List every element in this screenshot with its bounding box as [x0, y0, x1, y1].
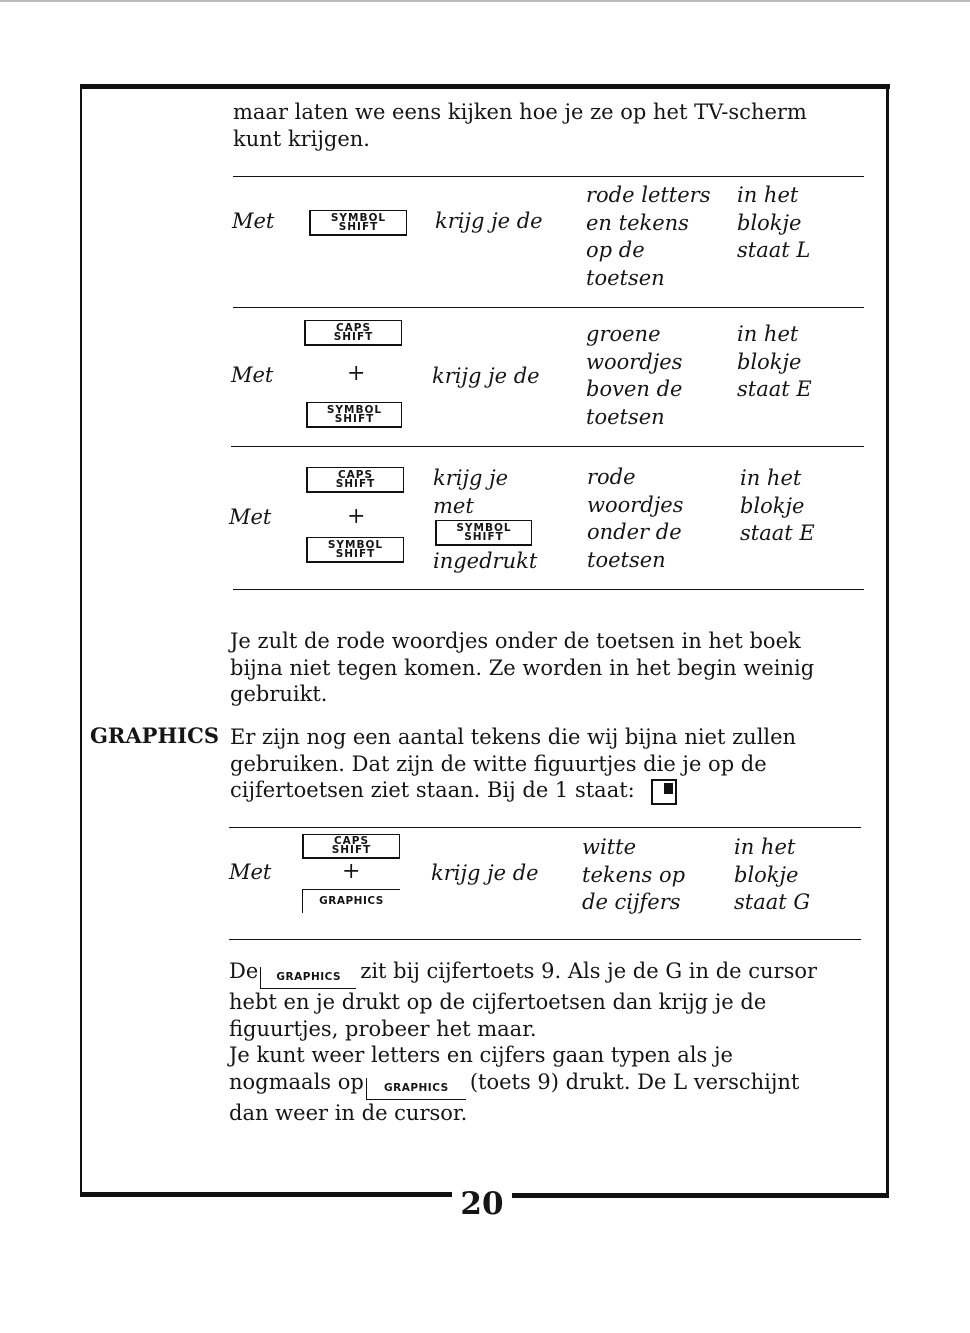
row3-what: rode woordjes onder de toetsen: [587, 465, 684, 572]
row3-middle-bottom: ingedrukt: [433, 549, 538, 573]
row1-what: rode letters en tekens op de toetsen: [586, 183, 711, 290]
caps-shift-key: CAPS SHIFT: [302, 834, 400, 859]
graphics-key: GRAPHICS: [260, 967, 356, 989]
row2-where: in het blokje staat E: [737, 322, 812, 401]
table-rule: [233, 176, 864, 177]
table2-where: in het blokje staat G: [734, 835, 811, 914]
row1-middle: krijg je de: [435, 209, 543, 233]
row3-where: in het blokje staat E: [740, 466, 815, 545]
quarter-block-icon: [651, 779, 677, 805]
symbol-shift-key: SYMBOL SHIFT: [306, 537, 404, 563]
graphics-key: GRAPHICS: [302, 889, 400, 913]
table-rule: [229, 827, 861, 828]
row2-middle: krijg je de: [432, 364, 540, 388]
row1-where: in het blokje staat L: [737, 183, 811, 262]
row3-middle-top: krijg je met: [433, 466, 509, 518]
top-edge-line: [0, 0, 970, 2]
closing-paragraph: De GRAPHICS zit bij cijfertoets 9. Als je de G in de cursor hebt en je drukt op de cijfertoetsen dan krijg je de figuurtjes, probeer het maar. Je kunt weer letters en cijfers gaan typen als je nogmaals op GRAPHICS (toets 9) drukt. De L verschijnt dan weer in de cursor.: [229, 959, 818, 1125]
symbol-shift-key: SYMBOL SHIFT: [309, 210, 407, 236]
graphics-paragraph: Er zijn nog een aantal tekens die wij bijna niet zullen gebruiken. Dat zijn de witte figuurtjes die je op de cijfertoetsen ziet staan. Bij de 1 staat:: [230, 725, 797, 802]
table-rule: [233, 307, 864, 308]
table2-what: witte tekens op de cijfers: [582, 835, 686, 914]
row2-met: Met: [231, 363, 274, 387]
frame-bottom-border-right: [512, 1193, 889, 1198]
table-rule: [233, 589, 864, 590]
table-rule: [231, 446, 864, 447]
row3-met: Met: [229, 505, 272, 529]
plus-sign: +: [347, 504, 366, 529]
table2-met: Met: [229, 860, 272, 884]
table-rule: [229, 939, 861, 940]
red-words-paragraph: Je zult de rode woordjes onder de toetsen in het boek bijna niet tegen komen. Ze worden in het begin weinig gebruikt.: [230, 629, 815, 706]
symbol-shift-key: SYMBOL SHIFT: [306, 402, 402, 428]
plus-sign: +: [342, 859, 361, 884]
frame-top-border: [80, 84, 890, 89]
caps-shift-key: CAPS SHIFT: [304, 320, 402, 346]
page-number: 20: [460, 1186, 504, 1222]
graphics-heading: GRAPHICS: [90, 723, 220, 748]
graphics-key: GRAPHICS: [366, 1078, 466, 1100]
frame-bottom-border-left: [80, 1192, 452, 1197]
table2-middle: krijg je de: [431, 861, 539, 885]
plus-sign: +: [347, 361, 366, 386]
symbol-shift-key: SYMBOL SHIFT: [435, 520, 532, 546]
frame-right-border: [886, 86, 889, 1198]
caps-shift-key: CAPS SHIFT: [306, 467, 404, 493]
row2-what: groene woordjes boven de toetsen: [586, 322, 683, 429]
intro-paragraph: maar laten we eens kijken hoe je ze op het TV-scherm kunt krijgen.: [233, 100, 807, 151]
row1-met: Met: [232, 209, 275, 233]
frame-left-border: [80, 86, 82, 1196]
